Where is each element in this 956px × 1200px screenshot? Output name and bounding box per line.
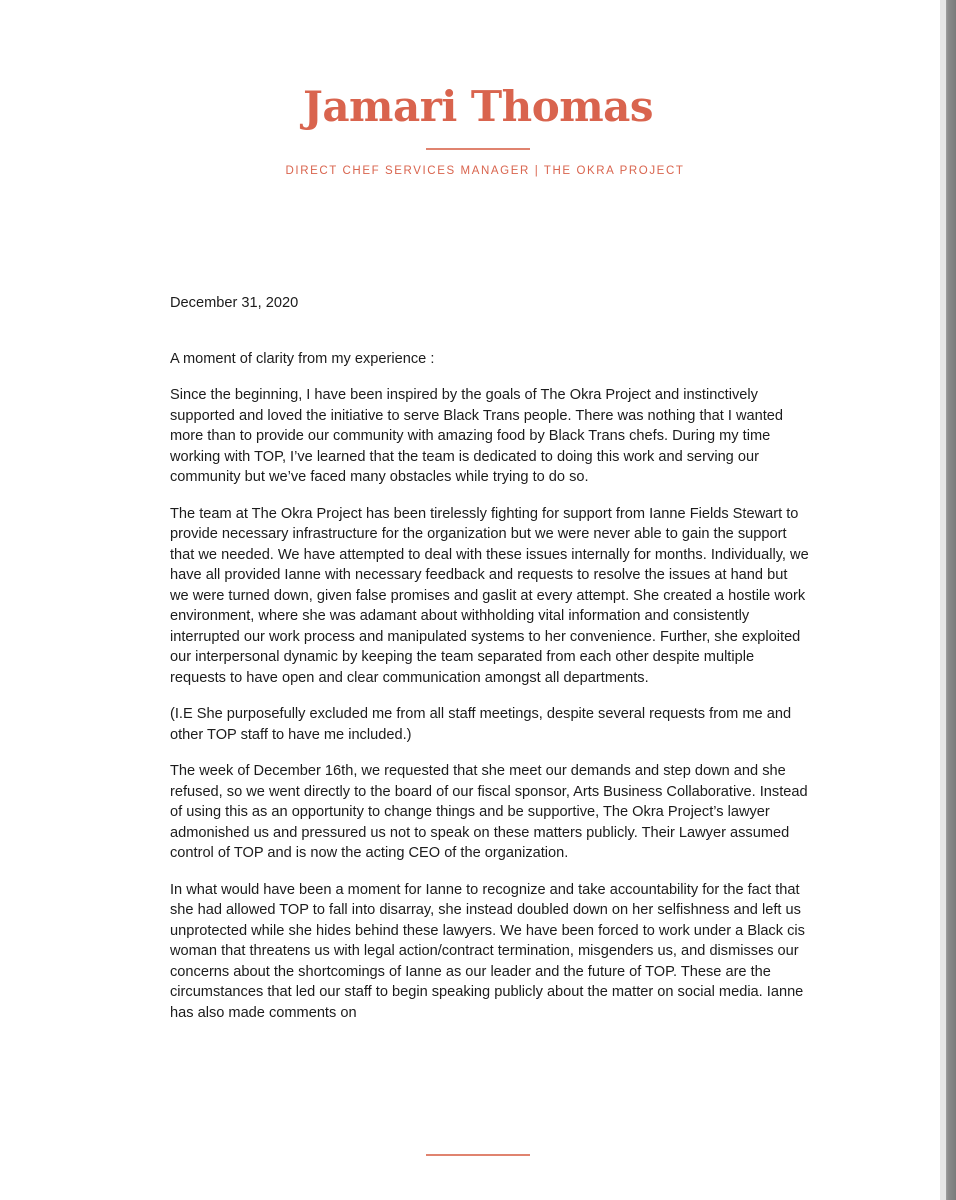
letter-paragraph: A moment of clarity from my experience : xyxy=(170,350,435,367)
letter-body xyxy=(170,293,810,1039)
page-edge-highlight xyxy=(940,0,946,1200)
letter-paragraph: Since the beginning, I have been inspired by the goals of The Okra Project and instinctively supported and loved the initiative to serve Black Trans people. There was nothing that I wanted more than to provide our community with amazing food by Black Trans chefs. During my time working with TOP, I’ve learned that the team is dedicated to doing this work and serving our community but we’ve faced many obstacles while trying to do so. xyxy=(170,387,784,485)
letter-paragraph: The team at The Okra Project has been tirelessly fighting for support from Ianne Fields Stewart to provide necessary infrastructure for the organization but we were never able to gain the support that we needed. We have attempted to deal with these issues internally for months. Individually, we have all provided Ianne with necessary feedback and requests to resolve the issues at hand but we were turned down, given false promises and gaslit at every attempt. She created a hostile work environment, where she was adamant about withholding vital information and consistently interrupted our work process and manipulated systems to her convenience. Further, she exploited our interpersonal dynamic by keeping the team separated from each other despite multiple requests to have open and clear communication amongst all departments. xyxy=(170,505,809,686)
letter-date: December 31, 2020 xyxy=(170,295,299,311)
letter-paragraph: (I.E She purposefully excluded me from all staff meetings, despite several requests from me and other TOP staff to have me included.) xyxy=(170,706,792,743)
letter-paragraph: The week of December 16th, we requested that she meet our demands and step down and she refused, so we went directly to the board of our fiscal sponsor, Arts Business Collaborative. Instead of using this as an opportunity to change things and be supportive, The Okra Project’s lawyer admonished us and pressured us not to speak on these matters publicly. Their Lawyer assumed control of TOP and is now the acting CEO of the organization. xyxy=(170,763,808,861)
footer-divider xyxy=(426,1154,530,1156)
letterhead-divider xyxy=(426,148,530,150)
letterhead-name: Jamari Thomas xyxy=(302,82,654,131)
page-edge-scrollbar[interactable] xyxy=(940,0,956,1200)
letter-paragraph: In what would have been a moment for Ianne to recognize and take accountability for the fact that she had allowed TOP to fall into disarray, she instead doubled down on her selfishness and left us unprotected while she hides behind these lawyers. We have been forced to work under a Black cis woman that threatens us with legal action/contract termination, misgenders us, and dismisses our concerns about the shortcomings of Ianne as our leader and the future of TOP. These are the circumstances that led our staff to begin speaking publicly about the matter on social media. Ianne has also made comments on xyxy=(170,881,805,1021)
letterhead-subtitle: DIRECT CHEF SERVICES MANAGER | THE OKRA PROJECT xyxy=(285,165,685,177)
